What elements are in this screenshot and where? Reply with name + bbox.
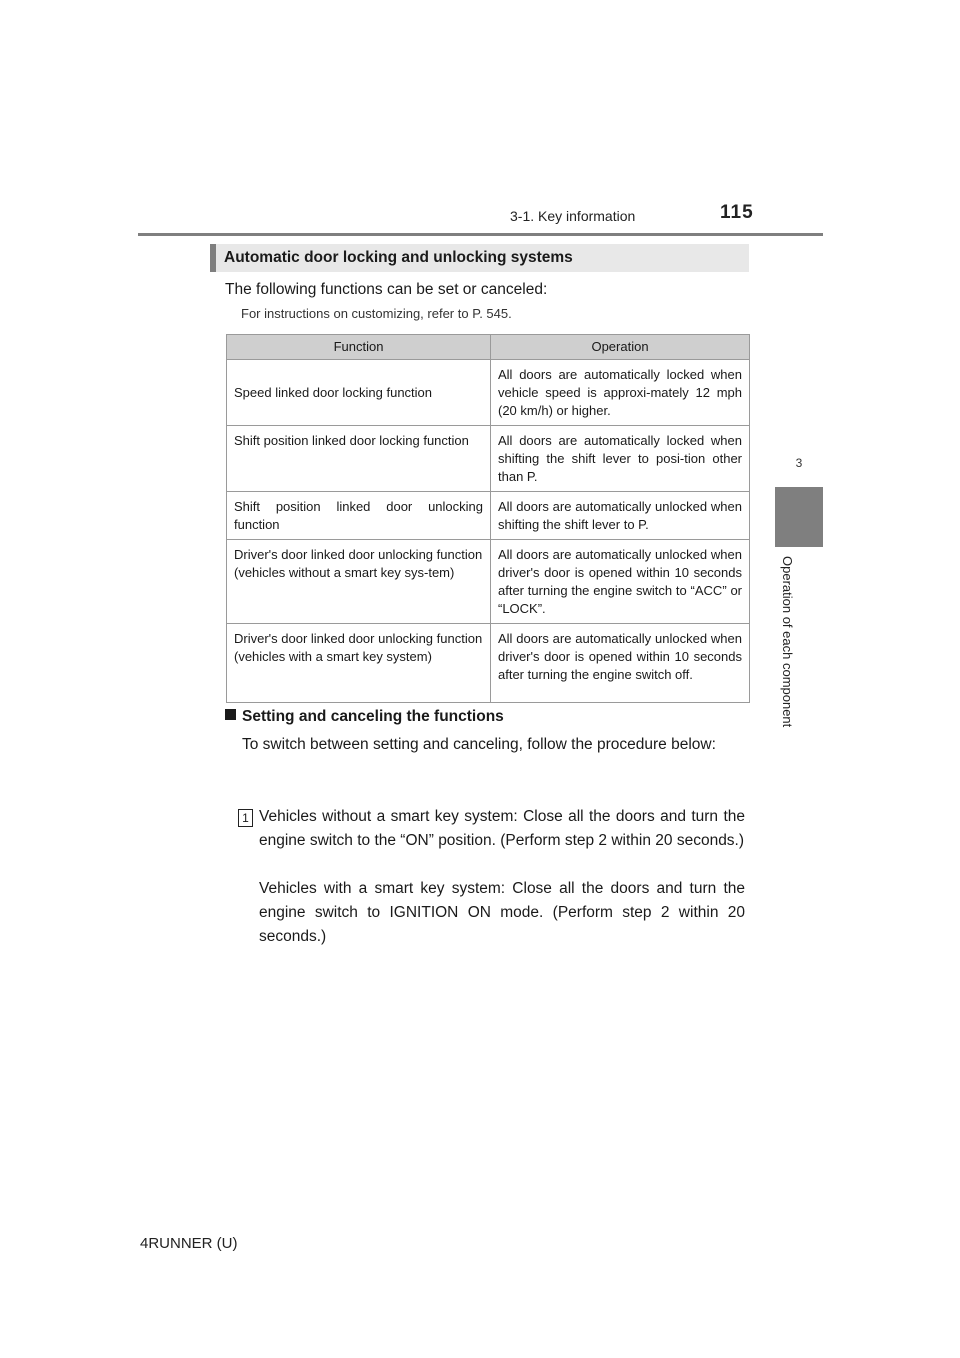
chapter-tab-label: Operation of each component (780, 556, 795, 728)
square-bullet-icon (225, 709, 236, 720)
table-row (227, 426, 750, 492)
page-number: 115 (720, 202, 754, 223)
function-cell: Driver's door linked door unlocking function (vehicles with a smart key system) (227, 624, 491, 703)
table-header-function: Function (227, 335, 491, 360)
chapter-tab-number: 3 (795, 456, 803, 470)
step-number-badge: 1 (238, 809, 253, 827)
operation-cell: All doors are automatically unlocked when driver's door is opened within 10 seconds after turning the engine switch off. (491, 624, 750, 703)
step-1-text-with-smart-key: Vehicles with a smart key system: Close all the doors and turn the engine switch to IGNITION ON mode. (Perform step 2 within 20 seconds.) (259, 880, 745, 945)
sub-heading: Setting and canceling the functions (225, 708, 504, 726)
table-row (227, 360, 750, 426)
table-row (227, 492, 750, 540)
function-cell: Shift position linked door locking function (227, 426, 491, 492)
function-cell: Driver's door linked door unlocking function (vehicles without a smart key sys-tem) (227, 540, 491, 624)
header-divider (138, 233, 823, 236)
customize-note: For instructions on customizing, refer to P. 545. (241, 306, 512, 321)
table-row (227, 624, 750, 703)
function-table (226, 334, 750, 703)
header-section-title: 3-1. Key information (510, 208, 636, 224)
operation-cell: All doors are automatically unlocked when driver's door is opened within 10 seconds after turning the engine switch to “ACC” or “LOCK”. (491, 540, 750, 624)
step-1-text-without-smart-key: Vehicles without a smart key system: Close all the doors and turn the engine switch to the “ON” position. (Perform step 2 within 20 seconds.) (259, 808, 745, 849)
operation-cell: All doors are automatically unlocked when shifting the shift lever to P. (491, 492, 750, 540)
function-cell: Shift position linked door unlocking function (227, 492, 491, 540)
footer-model: 4RUNNER (U) (140, 1235, 238, 1252)
procedure-intro: To switch between setting and canceling, follow the procedure below: (242, 736, 716, 753)
table-header-row (227, 335, 750, 360)
operation-cell: All doors are automatically locked when shifting the shift lever to posi-tion other than P. (491, 426, 750, 492)
section-heading: Automatic door locking and unlocking systems (210, 244, 749, 272)
chapter-tab (775, 487, 823, 547)
intro-text: The following functions can be set or canceled: (225, 281, 548, 298)
table-header-operation: Operation (491, 335, 750, 360)
operation-cell: All doors are automatically locked when vehicle speed is approxi-mately 12 mph (20 km/h) or higher. (491, 360, 750, 426)
function-cell: Speed linked door locking function (227, 360, 491, 426)
table-row (227, 540, 750, 624)
